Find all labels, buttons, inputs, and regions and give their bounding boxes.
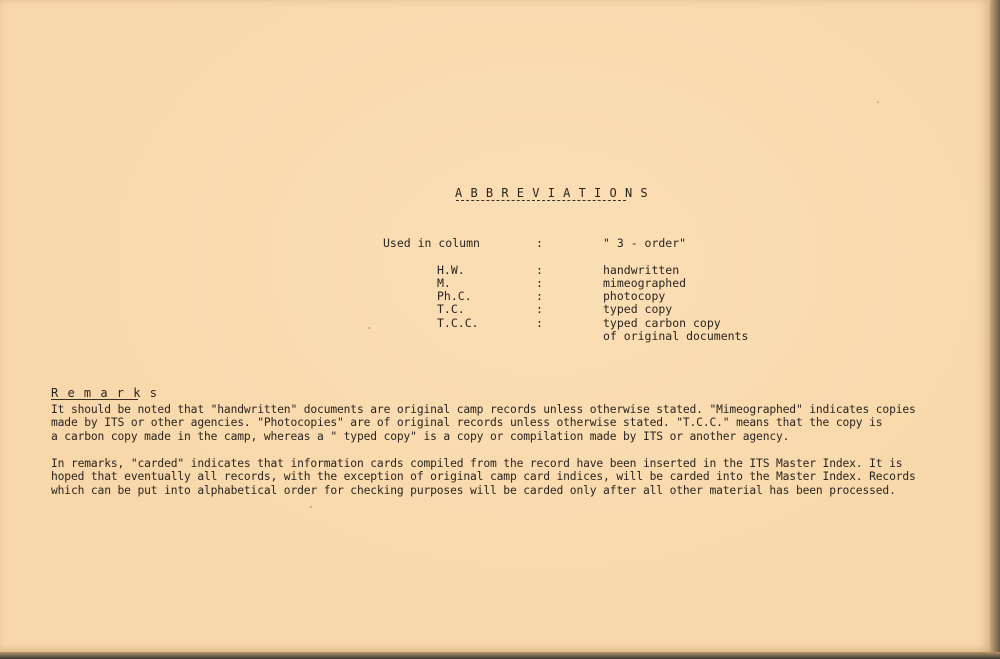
paper-speck xyxy=(877,101,879,103)
abbreviation-meaning: mimeographed xyxy=(603,276,687,290)
abbreviation-term: T.C. xyxy=(437,302,465,316)
abbreviation-meaning-continued: of original documents xyxy=(603,329,749,343)
page-title: A B B R E V I A T I O N S xyxy=(455,186,649,200)
paragraph-line: made by ITS or other agencies. "Photocopies" are of original records unless otherwise stated. "T.C.C." means that the copy is xyxy=(51,416,883,430)
abbreviation-separator: : xyxy=(536,316,543,330)
remarks-heading: R e m a r k s xyxy=(51,386,158,400)
paragraph-line: a carbon copy made in the camp, whereas a " typed copy" is a copy or compilation made by ITS or another agency. xyxy=(51,429,790,443)
page-edge-bottom xyxy=(0,652,1000,659)
abbreviation-separator: : xyxy=(536,302,543,316)
abbreviation-separator: : xyxy=(536,289,543,303)
remarks-paragraph-2 xyxy=(51,457,931,497)
abbreviation-term: Ph.C. xyxy=(437,289,472,303)
paragraph-line: hoped that eventually all records, with the exception of original camp card indices, will be carded into the Master Index. Records xyxy=(51,470,916,484)
remarks-paragraph-1 xyxy=(51,403,931,443)
used-in-column-separator: : xyxy=(536,236,543,250)
abbreviation-separator: : xyxy=(536,276,543,290)
page-edge-right xyxy=(990,0,1000,659)
paper-speck xyxy=(310,506,312,508)
abbreviation-separator: : xyxy=(536,263,543,277)
abbreviation-meaning: handwritten xyxy=(603,263,680,277)
used-in-column-label: Used in column xyxy=(383,236,480,250)
paragraph-line: It should be noted that "handwritten" documents are original camp records unless otherwise stated. "Mimeographed" indicates copies xyxy=(51,403,916,416)
abbreviation-meaning: photocopy xyxy=(603,289,666,303)
abbreviation-meaning: typed carbon copy xyxy=(603,316,721,330)
paragraph-line: which can be put into alphabetical order for checking purposes will be carded only after all other material has been processed. xyxy=(51,483,896,497)
paper-speck xyxy=(368,327,370,329)
title-underline xyxy=(456,200,626,201)
abbreviation-meaning: typed copy xyxy=(603,302,673,316)
abbreviation-term: M. xyxy=(437,276,451,290)
abbreviation-term: H.W. xyxy=(437,263,465,277)
used-in-column-value: " 3 - order" xyxy=(603,236,687,250)
abbreviation-term: T.C.C. xyxy=(437,316,479,330)
paragraph-line: In remarks, "carded" indicates that information cards compiled from the record have been inserted in the ITS Master Index. It is xyxy=(51,457,903,470)
remarks-underline xyxy=(51,399,138,400)
